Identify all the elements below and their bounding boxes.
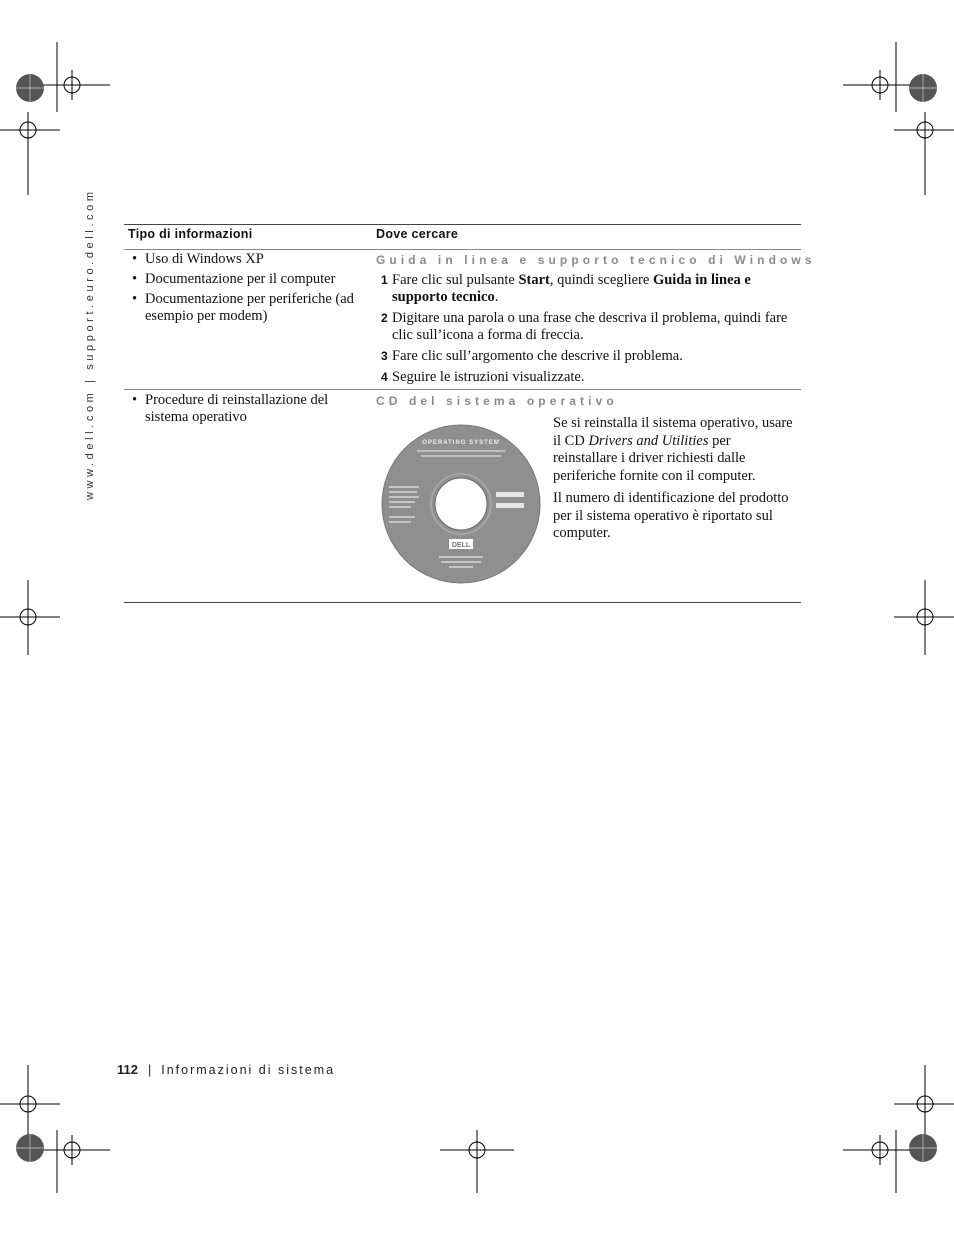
cd-label-top: OPERATING SYSTEM bbox=[422, 440, 500, 446]
row2-bullet-list bbox=[132, 392, 342, 429]
cd-paragraph-1-text: per reinstallare i driver richiesti dalle periferiche fornite con il computer. bbox=[553, 432, 756, 484]
operating-system-cd-image bbox=[381, 424, 541, 584]
step-text: Fare clic sull’argomento che descrive il problema. bbox=[392, 348, 683, 364]
list-item: • Documentazione per il computer bbox=[132, 271, 357, 288]
page-footer bbox=[117, 1062, 335, 1077]
footer-separator: | bbox=[147, 1063, 152, 1077]
step-number: 2 bbox=[381, 311, 388, 325]
list-item: • Procedure di reinstallazione del sistema operativo bbox=[132, 392, 342, 426]
step-text: , quindi scegliere bbox=[549, 272, 653, 288]
step-text: . bbox=[494, 289, 499, 305]
guida-term: Guida in linea e supporto tecnico bbox=[392, 272, 751, 305]
table-top-rule bbox=[124, 224, 801, 225]
row1-bullet-list bbox=[132, 251, 357, 328]
page-number: 112 bbox=[117, 1062, 138, 1077]
subhead-guida-in-linea: Guida in linea e supporto tecnico di Windows bbox=[376, 253, 816, 267]
footer-section-title: Informazioni di sistema bbox=[161, 1063, 336, 1077]
drivers-utilities-title: Drivers and Utilities bbox=[588, 432, 709, 449]
step-number: 1 bbox=[381, 273, 388, 287]
step-4 bbox=[381, 369, 793, 386]
cd-brand-logo: DELL bbox=[451, 542, 471, 549]
table-bottom-rule bbox=[124, 602, 801, 603]
step-number: 3 bbox=[381, 349, 388, 363]
cd-paragraph-2: Il numero di identificazione del prodotto per il sistema operativo è riportato sul computer. bbox=[553, 490, 789, 541]
list-item: • Uso di Windows XP bbox=[132, 251, 357, 268]
side-url: www.dell.com | support.euro.dell.com bbox=[84, 188, 96, 500]
start-term: Start bbox=[518, 272, 550, 288]
cd-description bbox=[553, 415, 798, 548]
step-number: 4 bbox=[381, 370, 388, 384]
step-1 bbox=[381, 272, 793, 306]
step-text: Fare clic sul pulsante bbox=[392, 272, 519, 288]
list-item: • Documentazione per periferiche (ad esempio per modem) bbox=[132, 291, 357, 325]
step-text: Digitare una parola o una frase che descriva il problema, quindi fare clic sull’icona a forma di freccia. bbox=[392, 310, 788, 343]
step-2 bbox=[381, 310, 793, 344]
subhead-cd-sistema-operativo: CD del sistema operativo bbox=[376, 394, 618, 408]
cd-paragraph-1 bbox=[553, 415, 798, 485]
steps-list bbox=[381, 272, 793, 390]
column-header-tipo: Tipo di informazioni bbox=[128, 227, 253, 241]
table-header-rule bbox=[124, 249, 801, 250]
cd-center-hole bbox=[435, 478, 487, 530]
step-3 bbox=[381, 348, 793, 365]
step-text: Seguire le istruzioni visualizzate. bbox=[392, 369, 585, 385]
column-header-dove: Dove cercare bbox=[376, 227, 459, 241]
cd-paragraph-1-text: Se si reinstalla il sistema operativo, usare il CD bbox=[553, 415, 793, 449]
